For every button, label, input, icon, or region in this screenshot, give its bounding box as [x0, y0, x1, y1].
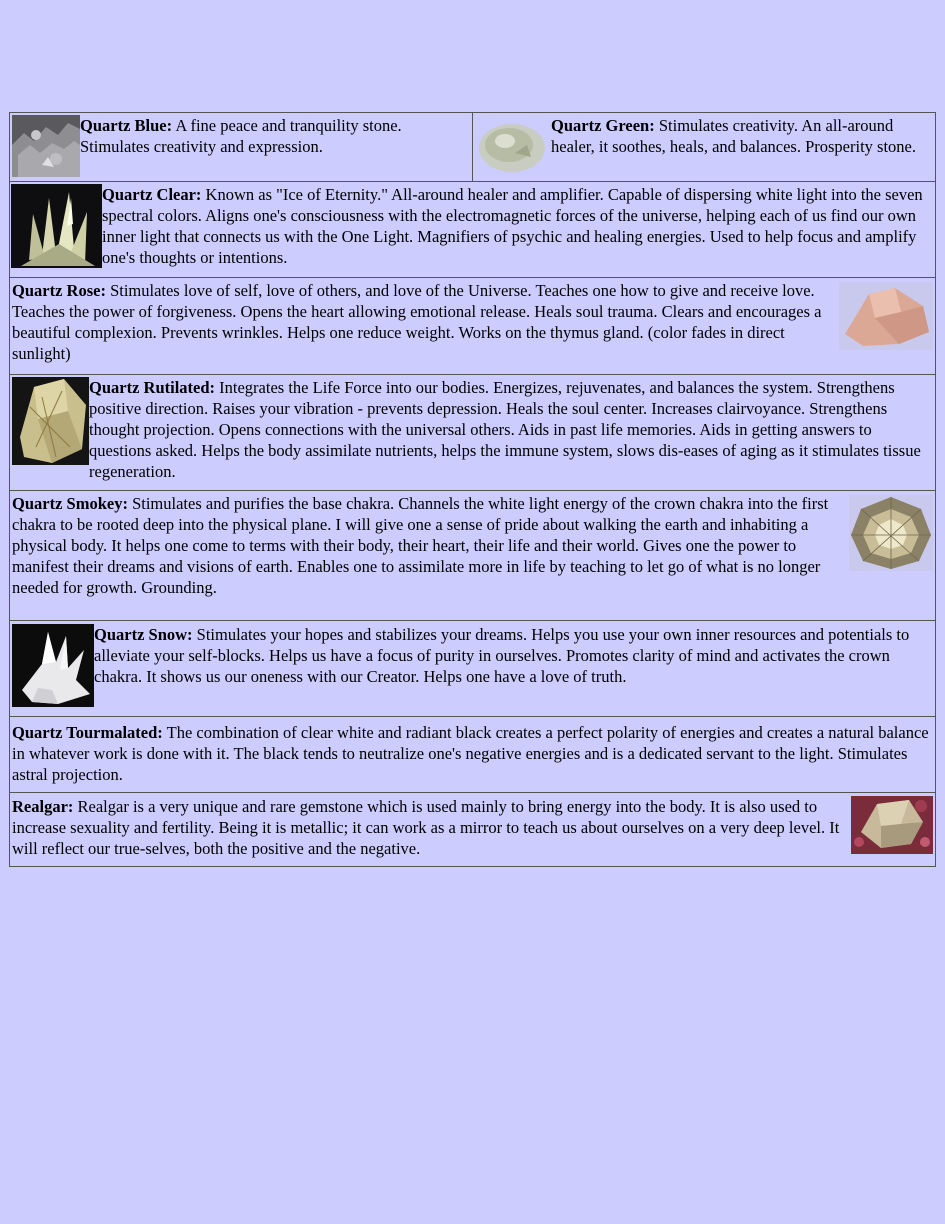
stone-description: Stimulates and purifies the base chakra. Channels the white light energy of the crown chakra into the first chakra to be rooted deep into the physical plane. I will give one a sense of pride about walking the earth and inhabiting a physical body. It helps one come to terms with their body, their heart, their life and their world. Gives one the power to manifest their dreams and visions of earth. Enables one to assimilate more in life by teaching to let go of what is no longer needed for growth. Grounding.: [12, 494, 829, 597]
table-row: [9, 182, 936, 278]
stone-cell-quartz-tourmalated: [10, 717, 935, 789]
stone-name: Quartz Smokey:: [12, 494, 128, 513]
quartz-clear-image: [11, 184, 102, 268]
stone-name: Quartz Snow:: [94, 625, 193, 644]
stone-name: Quartz Rose:: [12, 281, 106, 300]
stone-table: [9, 112, 936, 867]
table-row: [9, 621, 936, 717]
stone-description: Integrates the Life Force into our bodies. Energizes, rejuvenates, and balances the system. Strengthens positive direction. Raises your vibration - prevents depression. Heals the soul center. Increases clairvoyance. Strengthens thought projection. Opens connections with the universal others. Aids in past life memories. Aids in getting answers to questions asked. Helps the body assimilate nutrients, helps the immune system, slows dis-eases of aging as it stimulates tissue regeneration.: [89, 378, 921, 481]
realgar-image: [851, 796, 933, 854]
table-row: [9, 375, 936, 491]
table-row: [9, 278, 936, 375]
stone-name: Quartz Blue:: [80, 116, 173, 135]
stone-cell-quartz-rutilated: [10, 375, 935, 486]
stone-cell-quartz-snow: [10, 621, 935, 711]
stone-name: Quartz Tourmalated:: [12, 723, 163, 742]
table-row: [9, 491, 936, 621]
quartz-snow-image: [12, 624, 94, 707]
table-row: [9, 112, 936, 182]
stone-description: A fine peace and tranquility stone. Stimulates creativity and expression.: [80, 116, 402, 156]
quartz-smokey-image: [849, 495, 933, 571]
stone-name: Quartz Green:: [551, 116, 655, 135]
stone-cell-quartz-rose: [10, 278, 935, 368]
quartz-green-image: [475, 115, 549, 177]
stone-cell-quartz-blue: [10, 113, 473, 181]
quartz-rutilated-image: [12, 377, 89, 465]
stone-description: Known as "Ice of Eternity." All-around healer and amplifier. Capable of dispersing white light into the seven spectral colors. Aligns one's consciousness with the electromagnetic forces of the universe, helping each of us find our own inner light that connects us with the One Light. Magnifiers of psychic and healing energies. Used to help focus and amplify one's thoughts or intentions.: [102, 185, 923, 267]
table-row: [9, 793, 936, 867]
stone-description: Stimulates your hopes and stabilizes your dreams. Helps you use your own inner resources and potentials to alleviate your self-blocks. Helps us have a focus of purity in ourselves. Promotes clarity of mind and activates the crown chakra. It shows us our oneness with our Creator. Helps one have a love of truth.: [94, 625, 910, 686]
quartz-blue-image: [12, 115, 80, 177]
stone-description: The combination of clear white and radiant black creates a perfect polarity of energies and creates a natural balance in whatever work is done with it. The black tends to neutralize one's negative energies and is a dedicated servant to the light. Stimulates astral projection.: [12, 723, 929, 784]
quartz-rose-image: [839, 282, 933, 350]
stone-cell-realgar: [10, 793, 935, 863]
stone-cell-quartz-green: [473, 113, 935, 181]
stone-name: Quartz Rutilated:: [89, 378, 216, 397]
stone-description: Stimulates love of self, love of others, and love of the Universe. Teaches one how to give and receive love. Teaches the power of forgiveness. Opens the heart allowing emotional release. Heals soul trauma. Clears and encourages a beautiful complexion. Prevents wrinkles. Helps one reduce weight. Works on the thymus gland. (color fades in direct sunlight): [12, 281, 822, 363]
stone-name: Quartz Clear:: [102, 185, 202, 204]
stone-cell-quartz-smokey: [10, 491, 935, 602]
stone-description: Realgar is a very unique and rare gemstone which is used mainly to bring energy into the body. It is also used to increase sexuality and fertility. Being it is metallic; it can work as a mirror to teach us about ourselves on a very deep level. It will reflect our true-selves, both the positive and the negative.: [12, 797, 840, 858]
stone-description: Stimulates creativity. An all-around healer, it soothes, heals, and balances. Prosperity stone.: [551, 116, 916, 156]
stone-name: Realgar:: [12, 797, 74, 816]
stone-cell-quartz-clear: [10, 182, 935, 272]
table-row: [9, 717, 936, 793]
